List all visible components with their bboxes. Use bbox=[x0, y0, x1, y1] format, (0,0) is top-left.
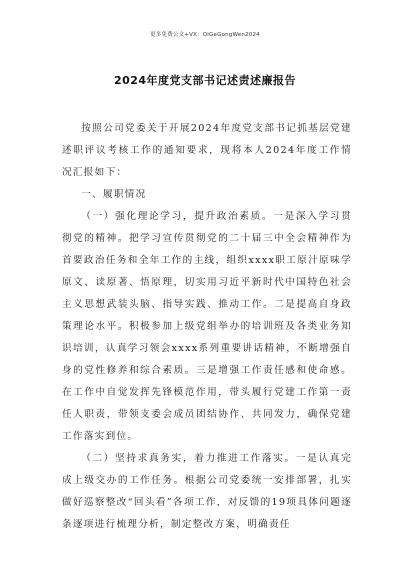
header-note: 更多免费公文+VX：QiGeGongWen2024 bbox=[150, 32, 260, 38]
body-paragraph: （一）强化理论学习，提升政治素质。一是深入学习贯彻党的精神。把学习宣传贯彻党的二十届三中全会精神作为首要政治任务和全年工作的主线，组织xxxx职工原汁原味学原文、读原著、悟原理，切实用习近平新时代中国特色社会主义思想武装头脑、指导实践、推动工作。二是提高自身政策理论水平。积极参加上级党组举办的培训班及各类业务知识培训，认真学习领会xxxx系列重要讲话精神，不断增强自身的党性修养和综合素质。三是增强工作责任感和使命感。在工作中自觉发挥先锋模范作用，带头履行党建工作第一责任人职责，带领支委会成员团结协作、共同发力，确保党建工作落实到位。 bbox=[62, 211, 352, 442]
section-heading: 一、履职情况 bbox=[81, 189, 147, 200]
body-paragraph: （二）坚持求真务实，着力推进工作落实。一是认真完成上级交办的工作任务。根据公司党委统一安排部署，扎实做好巡察整改“回头看”各项工作，对反馈的19项具体问题逐条逐项进行梳理分析，制定整改方案，明确责任 bbox=[62, 453, 352, 530]
document-title: 2024年度党支部书记述责述廉报告 bbox=[113, 74, 297, 87]
document-body bbox=[62, 118, 352, 536]
intro-paragraph: 按照公司党委关于开展2024年度党支部书记抓基层党建述职评议考核工作的通知要求，现将本人2024年度工作情况汇报如下： bbox=[62, 123, 352, 178]
